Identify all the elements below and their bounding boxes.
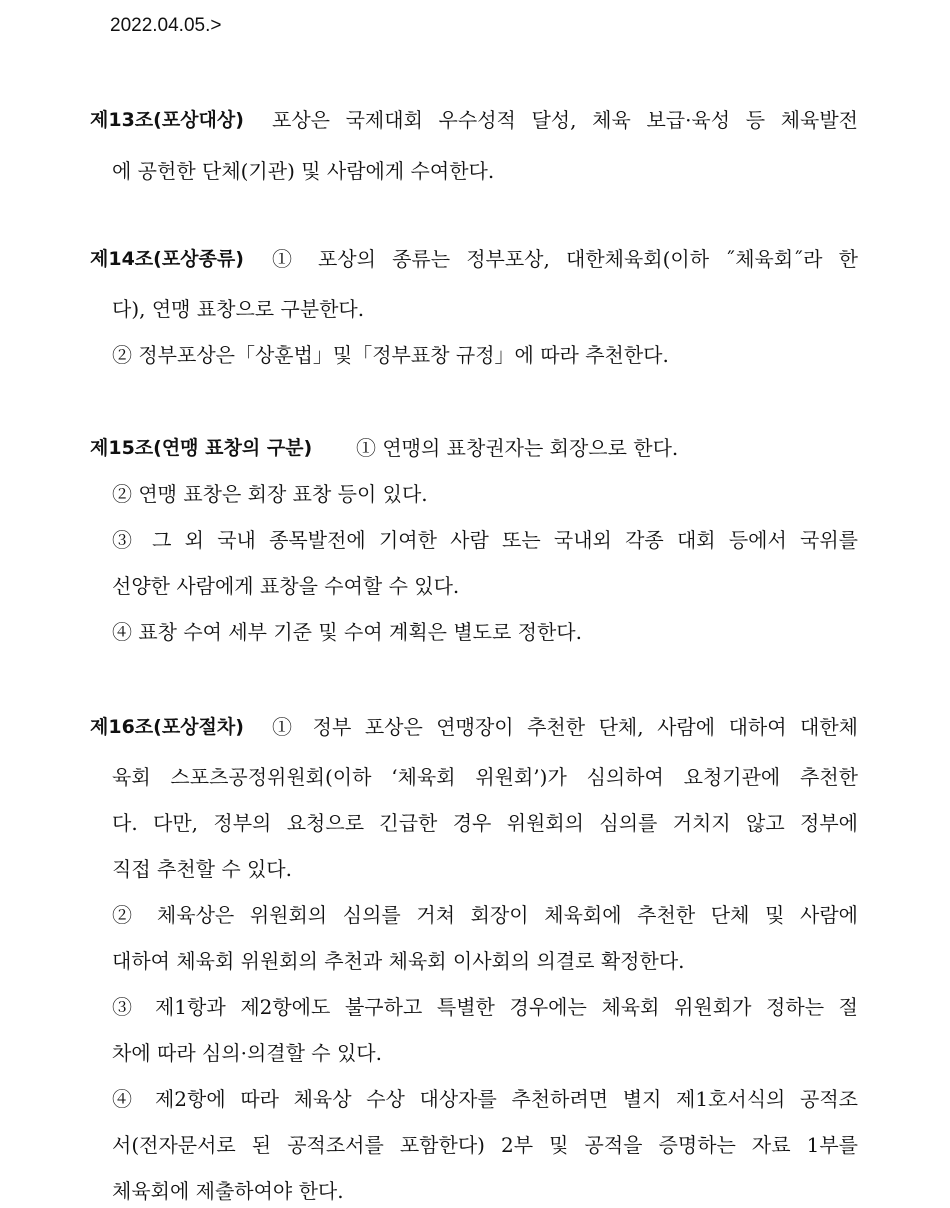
- article-13-line-1: 포상은 국제대회 우수성적 달성, 체육 보급·육성 등 체육발전: [272, 108, 858, 132]
- article-15-line-4: 선양한 사람에게 표창을 수여할 수 있다.: [112, 574, 460, 598]
- article-16-line-10: 서(전자문서로 된 공적조서를 포함한다) 2부 및 공적을 증명하는 자료 1부를: [112, 1133, 858, 1157]
- article-14-title: 제14조(포상종류): [90, 248, 244, 270]
- article-14-line-2: 다), 연맹 표창으로 구분한다.: [112, 297, 365, 321]
- article-13-line-2: 에 공헌한 단체(기관) 및 사람에게 수여한다.: [112, 159, 495, 183]
- article-16-line-3: 다. 다만, 정부의 요청으로 긴급한 경우 위원회의 심의를 거치지 않고 정부에: [112, 811, 858, 835]
- date-text: 2022.04.05.>: [110, 15, 222, 36]
- article-13-title: 제13조(포상대상): [90, 109, 244, 131]
- article-16-line-11: 체육회에 제출하여야 한다.: [112, 1179, 344, 1203]
- article-16-line-5: ② 체육상은 위원회의 심의를 거쳐 회장이 체육회에 추천한 단체 및 사람에: [112, 903, 858, 927]
- article-16-title: 제16조(포상절차): [90, 716, 244, 738]
- article-15-line-5: ④ 표창 수여 세부 기준 및 수여 계획은 별도로 정한다.: [112, 620, 582, 644]
- article-16-line-2: 육회 스포츠공정위원회(이하 ‘체육회 위원회’)가 심의하여 요청기관에 추천한: [112, 765, 858, 789]
- article-16-line-8: 차에 따라 심의·의결할 수 있다.: [112, 1041, 382, 1065]
- article-15-line-2: ② 연맹 표창은 회장 표창 등이 있다.: [112, 482, 428, 506]
- article-16-line-9: ④ 제2항에 따라 체육상 수상 대상자를 추천하려면 별지 제1호서식의 공적조: [112, 1087, 858, 1111]
- article-14-line-3: ② 정부포상은「상훈법」및「정부표창 규정」에 따라 추천한다.: [112, 343, 669, 367]
- article-16-line-4: 직접 추천할 수 있다.: [112, 857, 292, 881]
- article-15-title: 제15조(연맹 표창의 구분): [90, 437, 313, 459]
- article-15-line-3: ③ 그 외 국내 종목발전에 기여한 사람 또는 국내외 각종 대회 등에서 국위를: [112, 528, 858, 552]
- article-15-line-1: ① 연맹의 표창권자는 회장으로 한다.: [356, 436, 679, 460]
- article-16-line-7: ③ 제1항과 제2항에도 불구하고 특별한 경우에는 체육회 위원회가 정하는 절: [112, 995, 858, 1019]
- article-14-line-1: ① 포상의 종류는 정부포상, 대한체육회(이하 ˝체육회˝라 한: [272, 247, 858, 271]
- article-16-line-1: ① 정부 포상은 연맹장이 추천한 단체, 사람에 대하여 대한체: [272, 715, 858, 739]
- article-16-line-6: 대하여 체육회 위원회의 추천과 체육회 이사회의 의결로 확정한다.: [112, 949, 685, 973]
